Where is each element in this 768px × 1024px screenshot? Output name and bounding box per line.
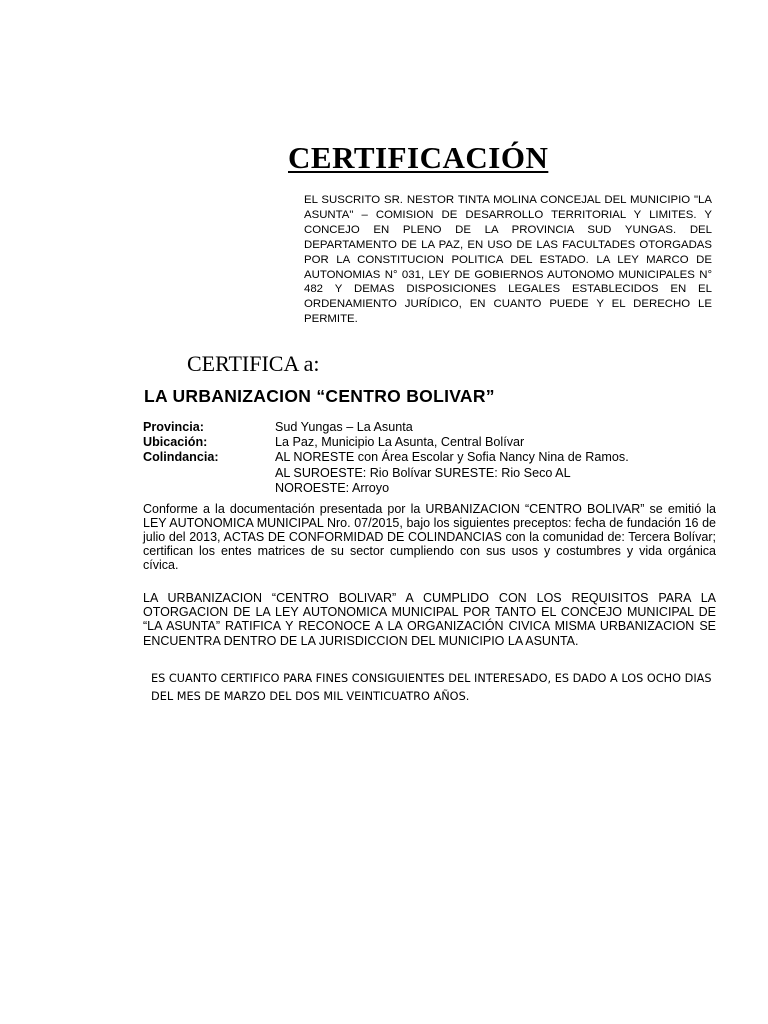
requisitos-paragraph: LA URBANIZACION “CENTRO BOLIVAR” A CUMPLIDO CON LOS REQUISITOS PARA LA OTORGACION DE LA LEY AUTONOMICA MUNICIPAL POR TANTO EL CONCEJO MUNICIPAL DE “LA ASUNTA” RATIFICA Y RECONOCE A LA ORGANIZACIÓN CIVICA MISMA URBANIZACION SE ENCUENTRA DENTRO DE LA JURISDICCION DEL MUNICIPIO LA ASUNTA. <box>143 591 716 648</box>
info-row-ubicacion <box>143 435 715 450</box>
colindancia-line-3: NOROESTE: Arroyo <box>275 480 390 495</box>
provincia-value: Sud Yungas – La Asunta <box>275 420 413 434</box>
certifica-heading: CERTIFICA a: <box>187 351 320 376</box>
colindancia-line-2: AL SUROESTE: Rio Bolívar SURESTE: Rio Seco AL <box>275 465 571 480</box>
urbanizacion-title: LA URBANIZACION “CENTRO BOLIVAR” <box>144 386 495 406</box>
conforme-paragraph: Conforme a la documentación presentada por la URBANIZACION “CENTRO BOLIVAR” se emitió la LEY AUTONOMICA MUNICIPAL Nro. 07/2015, bajo los siguientes preceptos: fecha de fundación 16 de julio del 2013, ACTAS DE CONFORMIDAD DE COLINDANCIAS con la comunidad de: Tercera Bolívar; certifican los entes matrices de su sector cumpliendo con sus usos y costumbres y vida orgánica cívica. <box>143 502 716 572</box>
info-row-colindancia <box>143 450 715 496</box>
ubicacion-value: La Paz, Municipio La Asunta, Central Bolívar <box>275 435 525 450</box>
document-title: CERTIFICACIÓN <box>288 140 549 175</box>
intro-paragraph: EL SUSCRITO SR. NESTOR TINTA MOLINA CONCEJAL DEL MUNICIPIO "LA ASUNTA" – COMISION DE DESARROLLO TERRITORIAL Y LIMITES. Y CONCEJO EN PLENO DE LA PROVINCIA SUD YUNGAS. DEL DEPARTAMENTO DE LA PAZ, EN USO DE LAS FACULTADES OTORGADAS POR LA CONSTITUCION POLITICA DEL ESTADO. LA LEY MARCO DE AUTONOMIAS N° 031, LEY DE GOBIERNOS AUTONOMO MUNICIPALES N° 482 Y DEMAS DISPOSICIONES LEGALES ESTABLECIDOS EN EL ORDENAMIENTO JURÍDICO, EN CUANTO PUEDE Y EL DERECHO LE PERMITE. <box>304 194 712 326</box>
ubicacion-label: Ubicación: <box>143 435 208 450</box>
info-row-provincia <box>143 420 715 435</box>
colindancia-line-1: AL NORESTE con Área Escolar y Sofia Nancy Nina de Ramos. <box>275 450 629 465</box>
colindancia-label: Colindancia: <box>143 450 219 465</box>
provincia-label: Provincia: <box>143 420 204 434</box>
colindancia-value <box>275 450 715 496</box>
info-block <box>143 420 715 496</box>
closing-paragraph: ES CUANTO CERTIFICO PARA FINES CONSIGUIENTES DEL INTERESADO, ES DADO A LOS OCHO DIAS DEL MES DE MARZO DEL DOS MIL VEINTICUATRO AÑOS. <box>151 672 712 703</box>
